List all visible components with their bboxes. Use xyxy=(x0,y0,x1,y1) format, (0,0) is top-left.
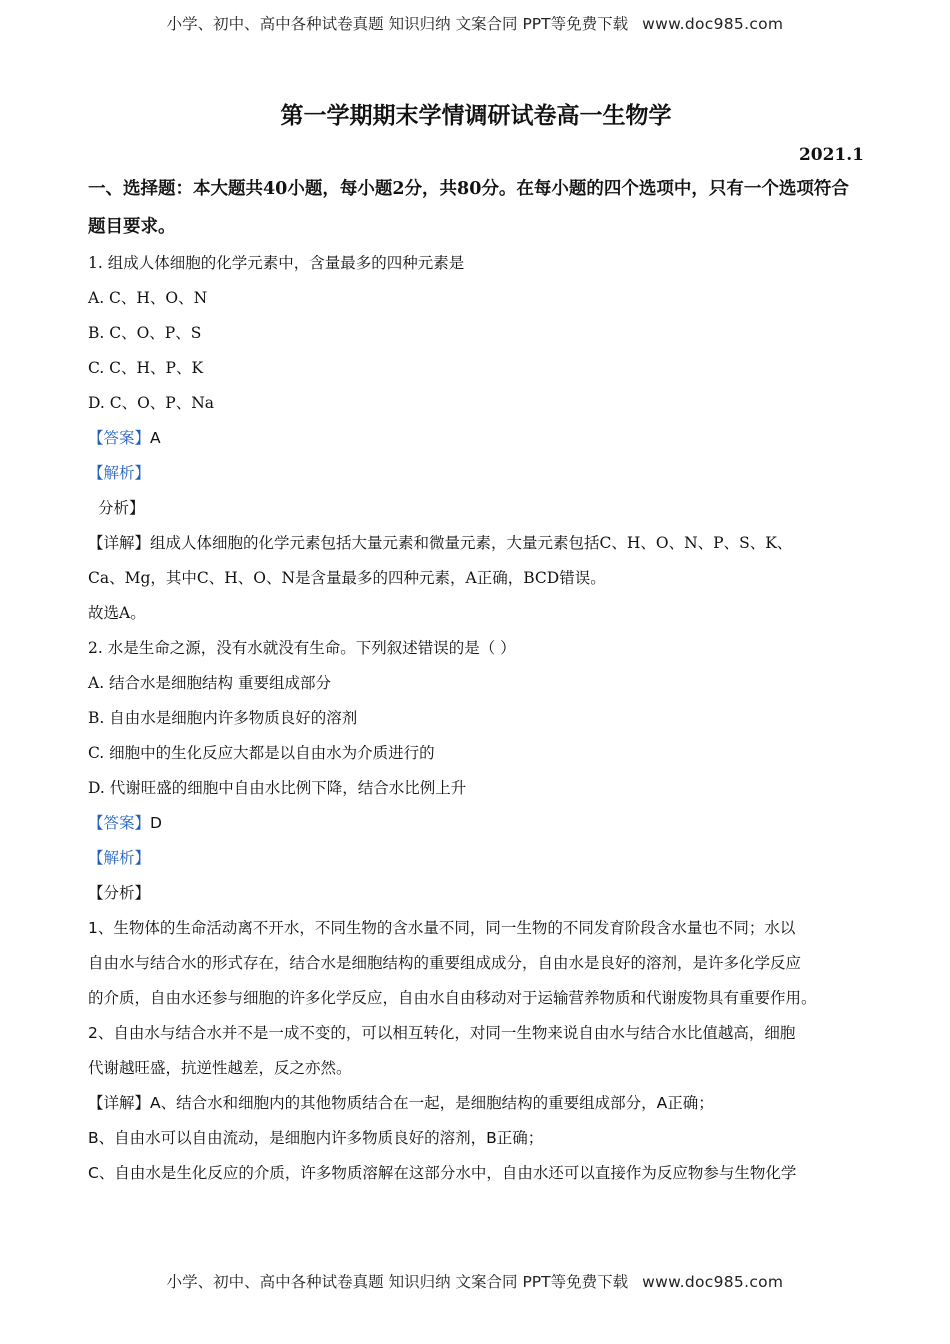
paragraph-line: 自由水与结合水的形式存在，结合水是细胞结构的重要组成成分，自由水是良好的溶剂，是许多化学反应 xyxy=(88,954,802,972)
detail-c: C、自由水是生化反应的介质，许多物质溶解在这部分水中，自由水还可以直接作为反应物参与生物化学 xyxy=(88,1164,797,1182)
detail-tag: 【详解】 xyxy=(88,1094,151,1112)
detail-line xyxy=(88,526,864,561)
analysis-tag: 【解析】 xyxy=(88,849,151,867)
fenxi-label: 分析】 xyxy=(98,499,145,517)
banner-url[interactable]: www.doc985.com xyxy=(642,1273,784,1291)
question-stem: 1. 组成人体细胞的化学元素中，含量最多的四种元素是 xyxy=(88,254,465,272)
paragraph-line: 的介质，自由水还参与细胞的许多化学反应，自由水自由移动对于运输营养物质和代谢废物具有重要作用。 xyxy=(88,989,817,1007)
header-banner xyxy=(0,12,950,34)
footer-banner xyxy=(0,1270,950,1292)
option-b: B. C、O、P、S xyxy=(88,324,202,342)
answer-line xyxy=(88,806,864,841)
answer-line xyxy=(88,421,864,456)
analysis-paragraph-1 xyxy=(88,911,864,1016)
detail-a: 【详解】A、结合水和细胞内的其他物质结合在一起，是细胞结构的重要组成部分，A正确； xyxy=(88,1094,714,1112)
option-d: D. C、O、P、Na xyxy=(88,394,215,412)
detail-text: 组成人体细胞的化学元素包括大量元素和微量元素，大量元素包括C、H、O、N、P、S、K、 xyxy=(150,534,793,552)
option-a: A. 结合水是细胞结构 重要组成部分 xyxy=(88,674,331,692)
detail-line-2: Ca、Mg，其中C、H、O、N是含量最多的四种元素，A正确，BCD错误。 xyxy=(88,569,606,587)
detail-block xyxy=(88,1086,864,1191)
banner-text: 小学、初中、高中各种试卷真题 知识归纳 文案合同 PPT等免费下载 xyxy=(166,1273,629,1291)
option-c: C. C、H、P、K xyxy=(88,359,204,377)
exam-date: 2021.1 xyxy=(798,145,864,165)
fenxi-label: 【分析】 xyxy=(88,884,151,902)
question-stem: 2. 水是生命之源，没有水就没有生命。下列叙述错误的是（ ） xyxy=(88,639,516,657)
paragraph-line: 代谢越旺盛，抗逆性越差，反之亦然。 xyxy=(88,1059,352,1077)
section-heading: 一、选择题：本大题共40小题，每小题2分，共80分。在每小题的四个选项中，只有一个选项符合题目要求。 xyxy=(88,179,849,237)
detail-tag: 【详解】 xyxy=(88,534,151,552)
answer-tag: 【答案】 xyxy=(88,814,151,832)
detail-b: B、自由水可以自由流动，是细胞内许多物质良好的溶剂，B正确； xyxy=(88,1129,544,1147)
analysis-paragraph-2 xyxy=(88,1016,864,1086)
answer-tag: 【答案】 xyxy=(88,429,151,447)
conclusion: 故选A。 xyxy=(88,604,146,622)
option-c: C. 细胞中的生化反应大都是以自由水为介质进行的 xyxy=(88,744,435,762)
paragraph-line: 2、自由水与结合水并不是一成不变的，可以相互转化，对同一生物来说自由水与结合水比值越高，细胞 xyxy=(88,1024,796,1042)
page-title: 第一学期期末学情调研试卷高一生物学 xyxy=(280,102,672,129)
option-a: A. C、H、O、N xyxy=(88,289,208,307)
banner-text: 小学、初中、高中各种试卷真题 知识归纳 文案合同 PPT等免费下载 xyxy=(166,15,629,33)
document-body xyxy=(88,98,864,1191)
option-d: D. 代谢旺盛的细胞中自由水比例下降，结合水比例上升 xyxy=(88,779,467,797)
answer-value: D xyxy=(150,814,162,832)
analysis-tag: 【解析】 xyxy=(88,464,151,482)
question-2 xyxy=(88,631,864,1191)
paragraph-line: 1、生物体的生命活动离不开水，不同生物的含水量不同，同一生物的不同发育阶段含水量也不同；水以 xyxy=(88,919,796,937)
banner-url[interactable]: www.doc985.com xyxy=(642,15,784,33)
question-1 xyxy=(88,246,864,631)
option-b: B. 自由水是细胞内许多物质良好的溶剂 xyxy=(88,709,358,727)
answer-value: A xyxy=(150,429,161,447)
